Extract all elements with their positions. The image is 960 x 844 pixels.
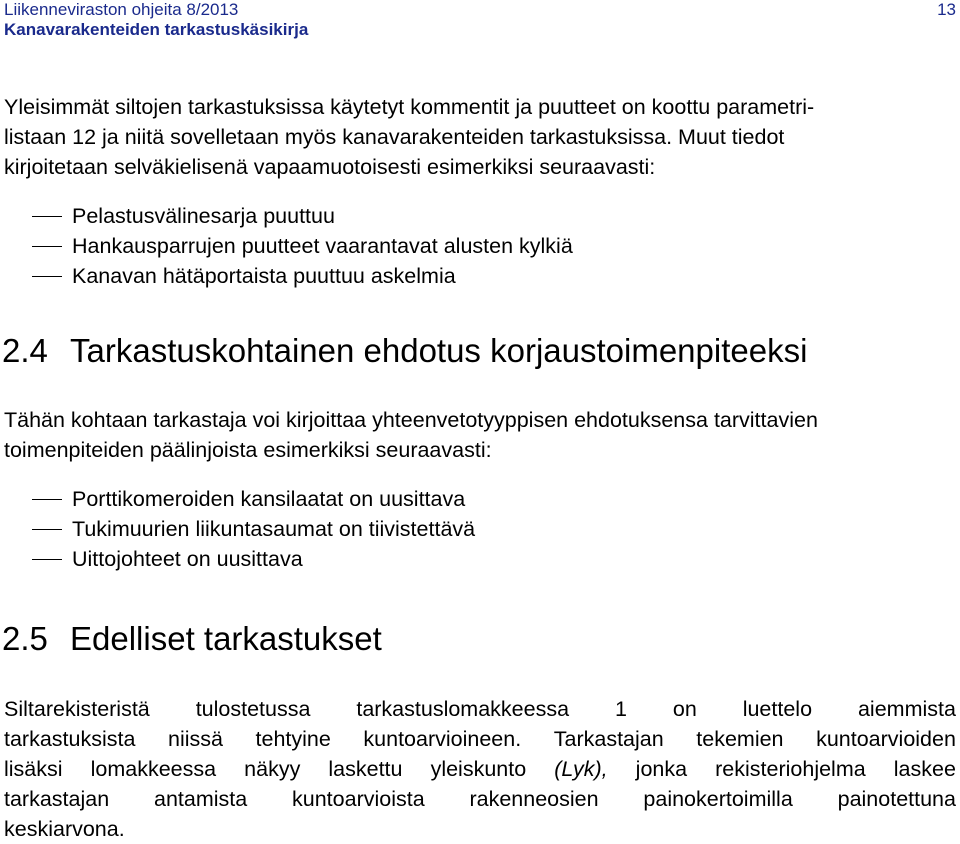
section-heading-2-5 — [2, 619, 382, 659]
word: antamista — [153, 787, 248, 811]
word: laskee — [893, 757, 956, 781]
publication-title: Kanavarakenteiden tarkastuskäsikirja — [4, 20, 309, 39]
section-number: 2.5 — [2, 620, 48, 657]
word: lisäksi — [4, 757, 63, 781]
paragraph-line — [4, 754, 956, 784]
list-item-text: Kanavan hätäportaista puuttuu askelmia — [72, 264, 456, 288]
dash-bullet-icon — [32, 559, 62, 560]
intro-line: listaan 12 ja niitä sovelletaan myös kanavarakenteiden tarkastuksissa. Muut tiedot — [4, 125, 785, 149]
publication-series: Liikenneviraston ohjeita 8/2013 — [4, 0, 239, 19]
list-item-text: Porttikomeroiden kansilaatat on uusittava — [72, 487, 466, 511]
paragraph-line: Tähän kohtaan tarkastaja voi kirjoittaa yhteenvetotyyppisen ehdotuksensa tarvittavien — [4, 408, 818, 432]
word: laskettu — [328, 757, 403, 781]
word: kuntoarvioineen. — [363, 727, 522, 751]
list-item-text: Tukimuurien liikuntasaumat on tiivistettävä — [72, 517, 476, 541]
word: jonka — [635, 757, 688, 781]
word: tarkastuksista — [4, 727, 136, 751]
word: 1 — [614, 697, 627, 721]
list-item — [4, 201, 956, 231]
section-number: 2.4 — [2, 332, 48, 369]
word: tulostetussa — [195, 697, 311, 721]
word: tehtyine — [255, 727, 331, 751]
section-2-4-paragraph — [4, 405, 956, 465]
list-item-text: Pelastusvälinesarja puuttuu — [72, 204, 335, 228]
word: tekemien — [696, 727, 784, 751]
running-header — [4, 0, 956, 40]
word: lomakkeessa — [90, 757, 217, 781]
list-item — [4, 261, 956, 291]
paragraph-line — [4, 784, 956, 814]
word: rekisteriohjelma — [715, 757, 866, 781]
word: kuntoarvioiden — [816, 727, 956, 751]
dash-bullet-icon — [32, 276, 62, 277]
dash-bullet-icon — [32, 529, 62, 530]
word: yleiskunto — [430, 757, 527, 781]
section-heading-2-4 — [2, 331, 807, 371]
word: painokertoimilla — [643, 787, 793, 811]
word: näkyy — [244, 757, 301, 781]
dash-bullet-icon — [32, 246, 62, 247]
word: tarkastuslomakkeessa — [356, 697, 570, 721]
paragraph-line: toimenpiteiden päälinjoista esimerkiksi seuraavasti: — [4, 438, 492, 462]
word: tarkastajan — [4, 787, 110, 811]
paragraph-line — [4, 724, 956, 754]
intro-bullet-list — [4, 201, 956, 291]
word: kuntoarvioista — [292, 787, 425, 811]
section-2-5-paragraph — [4, 694, 956, 844]
word: aiemmista — [857, 697, 956, 721]
page-number: 13 — [937, 0, 956, 19]
word: luettelo — [742, 697, 813, 721]
paragraph-line — [4, 694, 956, 724]
section-2-4-bullet-list — [4, 484, 956, 574]
word: Tarkastajan — [553, 727, 664, 751]
paragraph-line: keskiarvona. — [4, 817, 125, 841]
list-item — [4, 231, 956, 261]
dash-bullet-icon — [32, 499, 62, 500]
list-item-text: Hankausparrujen puutteet vaarantavat alusten kylkiä — [72, 234, 573, 258]
list-item-text: Uittojohteet on uusittava — [72, 547, 303, 571]
intro-line: Yleisimmät siltojen tarkastuksissa käytetyt kommentit ja puutteet on koottu parametri- — [4, 95, 815, 119]
dash-bullet-icon — [32, 216, 62, 217]
list-item — [4, 514, 956, 544]
word: rakenneosien — [469, 787, 599, 811]
abbreviation-lyk: (Lyk), — [554, 757, 608, 781]
intro-line: kirjoitetaan selväkielisenä vapaamuotoisesti esimerkiksi seuraavasti: — [4, 155, 656, 179]
list-item — [4, 484, 956, 514]
word: niissä — [168, 727, 223, 751]
section-title: Edelliset tarkastukset — [70, 620, 382, 657]
word: on — [672, 697, 697, 721]
section-title: Tarkastuskohtainen ehdotus korjaustoimenpiteeksi — [70, 332, 808, 369]
list-item — [4, 544, 956, 574]
word: Siltarekisteristä — [4, 697, 150, 721]
intro-paragraph — [4, 92, 956, 182]
word: painotettuna — [837, 787, 956, 811]
